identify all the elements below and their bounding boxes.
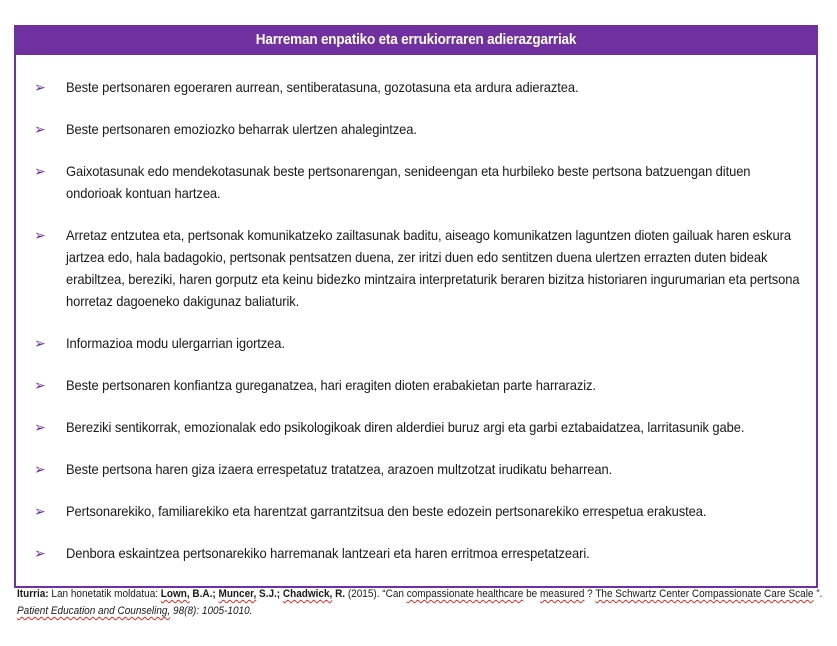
- list-item: [32, 542, 800, 564]
- citation-segment: measured: [539, 588, 585, 600]
- citation-segment: (2015). “Can: [347, 588, 407, 600]
- citation: [17, 586, 823, 620]
- citation-segment: Lown,: [160, 588, 190, 600]
- arrow-bullet-icon: ➢: [34, 503, 46, 519]
- list-item-text: Gaixotasunak edo mendekotasunak beste pertsonarengan, senideengan eta hurbileko beste pertsona batzuengan dituen ondorioak kontuan hartzea.: [66, 163, 751, 201]
- arrow-bullet-icon: ➢: [34, 121, 46, 137]
- bullet-list: [16, 55, 816, 586]
- panel: [14, 25, 818, 588]
- list-item-text: Beste pertsona haren giza izaera errespetatuz tratatzea, arazoen multzotzat irudikatu beharrean.: [66, 461, 613, 477]
- citation-segment: ”.: [816, 588, 823, 600]
- list-item: [32, 118, 800, 140]
- arrow-bullet-icon: ➢: [34, 227, 46, 243]
- page-title: Harreman enpatiko eta errukiorraren adierazgarriak: [255, 31, 577, 48]
- list-item: [32, 224, 800, 312]
- citation-segment: Lan honetatik moldatua:: [51, 588, 161, 600]
- citation-segment: R.: [335, 588, 346, 600]
- arrow-bullet-icon: ➢: [34, 377, 46, 393]
- list-item-text: Beste pertsonaren emoziozko beharrak ulertzen ahalegintzea.: [66, 121, 417, 137]
- citation-segment: ?: [587, 588, 596, 600]
- list-item-text: Informazioa modu ulergarrian igortzea.: [66, 335, 285, 351]
- citation-segment: Muncer,: [218, 588, 257, 600]
- citation-segment: S.J.;: [259, 588, 283, 600]
- arrow-bullet-icon: ➢: [34, 163, 46, 179]
- list-item-text: Bereziki sentikorrak, emozionalak edo psikologikoak diren alderdiei buruz argi eta garbi eztabaidatzea, larritasunik gabe.: [66, 419, 745, 435]
- citation-segment: Iturria:: [17, 588, 49, 600]
- list-item: [32, 332, 800, 354]
- list-item: [32, 374, 800, 396]
- citation-segment: Patient Education and Counseling,: [17, 605, 171, 617]
- list-item: [32, 160, 800, 204]
- list-item: [32, 500, 800, 522]
- list-item-text: Pertsonarekiko, familiarekiko eta harentzat garrantzitsua den beste edozein pertsonarekiko errespetua erakustea.: [66, 503, 707, 519]
- list-item-text: Beste pertsonaren egoeraren aurrean, sentiberatasuna, gozotasuna eta ardura adieraztea.: [66, 79, 579, 95]
- citation-segment: 98(8): 1005-1010.: [173, 605, 253, 617]
- arrow-bullet-icon: ➢: [34, 545, 46, 561]
- list-item: [32, 416, 800, 438]
- citation-segment: be: [526, 588, 540, 600]
- list-item-text: Arretaz entzutea eta, pertsonak komunikatzeko zailtasunak baditu, aiseago komunikatzen laguntzen dioten gailuak haren eskura jartzea edo, hala badagokio, pertsonak pentsatzen duena, zer iritzi duen edo sentitzen duena ulertzen errazten duten bideak erabiltzea, bereziki, haren gorputz eta keinu bidezko mintzaira interpretaturik beraren bizitza historiaren ingurumarian eta pertsona horretaz dagoeneko dakigunaz baliaturik.: [66, 227, 800, 309]
- list-item: [32, 458, 800, 480]
- citation-segment: Chadwick,: [282, 588, 333, 600]
- citation-text: [17, 586, 823, 620]
- list-item-text: Beste pertsonaren konfiantza gureganatzea, hari eragiten dioten erabakietan parte harraraziz.: [66, 377, 596, 393]
- list-item: [32, 76, 800, 98]
- arrow-bullet-icon: ➢: [34, 79, 46, 95]
- list-item-text: Denbora eskaintzea pertsonarekiko harremanak lantzeari eta haren erritmoa errespetatzeari.: [66, 545, 590, 561]
- arrow-bullet-icon: ➢: [34, 461, 46, 477]
- arrow-bullet-icon: ➢: [34, 419, 46, 435]
- citation-segment: compassionate healthcare: [406, 588, 524, 600]
- panel-header: [14, 25, 818, 55]
- arrow-bullet-icon: ➢: [34, 335, 46, 351]
- citation-segment: The Schwartz Center Compassionate Care Scale: [595, 588, 814, 600]
- citation-segment: B.A.;: [192, 588, 219, 600]
